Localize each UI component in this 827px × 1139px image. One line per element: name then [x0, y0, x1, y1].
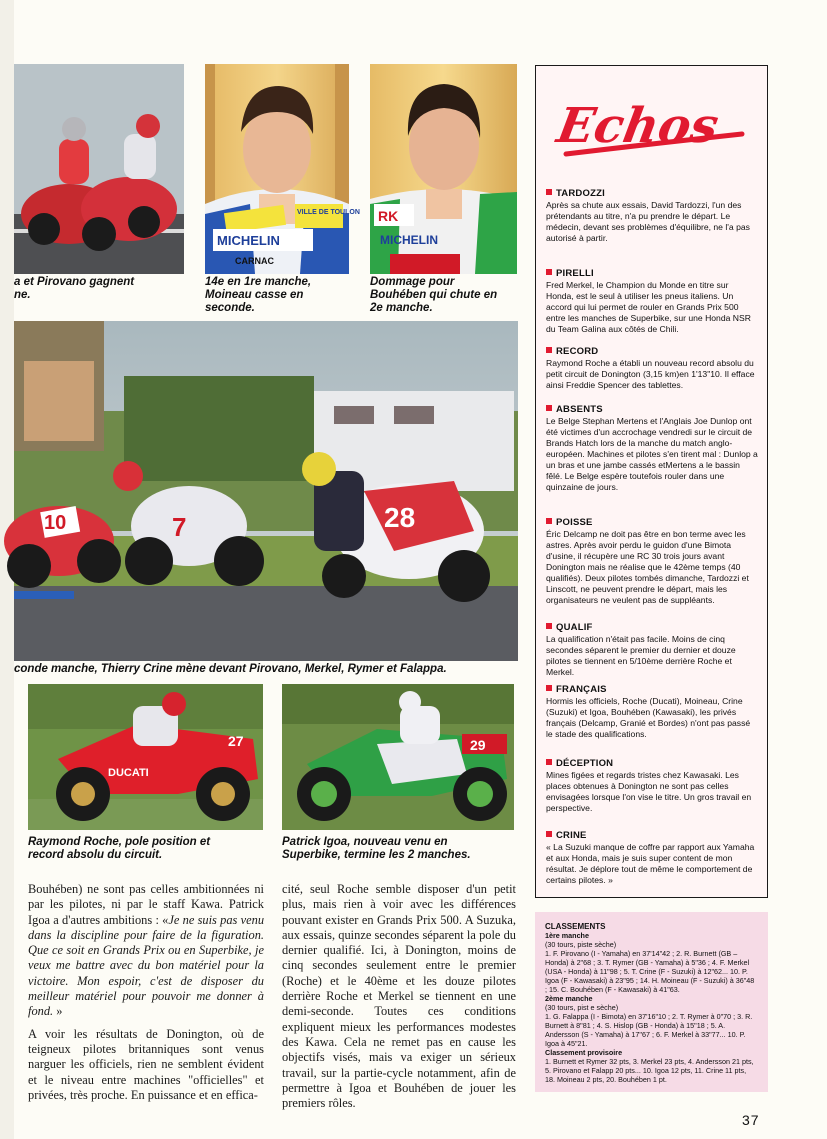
igoa-quote: Je ne suis pas venu dans la discipline pour faire de la figuration. Que ce soit en Grands Prix ou en Superbike, je veux me battre avec du bon matériel pour la victoire. Mon espoir, c'est de disposer du meilleur matériel pour pouvoir me donner à fond.: [28, 912, 265, 1019]
echo-item: ABSENTS Le Belge Stephan Mertens et l'Anglais Joe Dunlop ont été victimes d'un accrochage vendredi sur le circuit de Brands Hatch lors de la manche du match anglo-européen. Machines et pilotes s'en tirent mal : Dunlop a un bras et une jambe cassés etMertens a le bassin fêlé. Le Belge espère toutefois rouler dans une quinzaine de jours.: [546, 404, 758, 492]
caption-igoa: Patrick Igoa, nouveau venu en Superbike, termine les 2 manches.: [282, 836, 471, 861]
photo-race-pack: [14, 321, 518, 661]
villedetoulon-patch: VILLE DE TOULON: [297, 209, 360, 216]
carnac-patch: CARNAC: [235, 256, 274, 266]
echo-item: QUALIF La qualification n'était pas facile. Moins de cinq secondes séparent le premier du dernier et douze pilotes se tiennent en 5/10ème derrière Roche et Merkel.: [546, 622, 736, 677]
echo-item: RECORD Raymond Roche a établi un nouveau record absolu du petit circuit de Donington (3,15 km)en 1'13"10. Il efface ainsi Freddie Spencer des tablettes.: [546, 346, 755, 390]
caption-portrait-bouheben: Dommage pour Bouhében qui chute en 2e manche.: [370, 276, 498, 314]
manche-1-title: 1ère manche: [545, 931, 589, 940]
echo-item: FRANÇAIS Hormis les officiels, Roche (Ducati), Moineau, Crine (Suzuki) et Igoa, Bouhében (Kawasaki), les privés français (Delcamp, Granié et Bordes) n'ont pas passé le stade des qualifications.: [546, 684, 751, 739]
bike-number-29: 29: [470, 737, 486, 753]
provisional-standings: 1. Burnett et Rymer 32 pts, 3. Merkel 23 pts, 4. Andersson 21 pts, 5. Pirovano et Falapp 20 pts... 10. Igoa 12 pts, 11. Crine 11 pts, 18. Moineau 2 pts, 20. Bouhében 1 pt.: [545, 1057, 754, 1084]
ducati-livery: DUCATI: [108, 767, 149, 779]
provisional-title: Classement provisoire: [545, 1048, 623, 1057]
photo-igoa-kawasaki: [282, 684, 514, 830]
caption-roche: Raymond Roche, pole position et record absolu du circuit.: [28, 836, 211, 861]
manche-2-title: 2ème manche: [545, 994, 593, 1003]
echos-sidebar: [535, 65, 768, 898]
echos-title-logo: [553, 92, 750, 162]
manche-1-results: 1. F. Pirovano (I - Yamaha) en 37'14"42 ; 2. R. Burnett (GB –Honda) à 2"68 ; 3. T. Rymer (GB - Yamaha) à 5"36 ; 4. F. Merkel (USA - Honda) à 11"98 ; 5. T. Crine (F - Suzuki) à 12"62... 10. P. Igoa (F - Kawasaki) à 23"95 ; 14. H. Moineau (F - Suzuki) à 36"48 ; 15. C. Bouhében (F - Kawasaki) à 41"63.: [545, 949, 755, 994]
caption-top-left: a et Pirovano gagnent ne.: [14, 276, 135, 301]
photo-portrait-bouheben: [370, 64, 517, 274]
svg-text:Echos: Echos: [553, 98, 723, 154]
manche-1-conditions: (30 tours, piste sèche): [545, 940, 617, 949]
echo-item: CRINE « La Suzuki manque de coffre par rapport aux Yamaha et aux Honda, mais je suis super content de mon résultat. Je déplore tout de même le comportement de certains pilotes. »: [546, 830, 755, 885]
article-paragraph: cité, seul Roche semble disposer d'un petit plus, mais rien à voir avec les différences pouvant exister en Grands Prix 500. A Suzuka, aux essais, quinze secondes séparent la pole du dernier qualifié. Ici, à Donington, moins de cinq secondes seulement entre le premier (Roche) et le 40ème et les douze pilotes derrière Roche et Merkel se tiennent en une demi-seconde. Toutes ces conditions expliquent mieux les performances modestes des Kawa. Cela ne remet pas en cause les objectifs visés, mais va exiger un sérieux travail, sur la partie-cycle notamment, afin de permettre à Igoa et Bouhében de jouer les premiers rôles.: [282, 882, 516, 1111]
caption-portrait-moineau: 14e en 1re manche, Moineau casse en seconde.: [205, 276, 312, 314]
article-column-2: [282, 882, 516, 1118]
classements-title: CLASSEMENTS: [545, 922, 606, 931]
echo-item: DÉCEPTION Mines figées et regards tristes chez Kawasaki. Les places obtenues à Donington ne sont pas celles envisagées lorsque l'on vise le titre. Un gros travail en perspective.: [546, 758, 752, 813]
article-paragraph: A voir les résultats de Donington, où de teigneux pilotes britanniques sont venus narguer les officiels, rien ne semblent évident et le niveau entre machines "officielles" et privées, très proche. En puissance et en effica-: [28, 1026, 264, 1102]
caption-race: conde manche, Thierry Crine mène devant Pirovano, Merkel, Rymer et Falappa.: [14, 663, 447, 675]
bike-number-7: 7: [172, 512, 187, 542]
echo-item: POISSE Éric Delcamp ne doit pas être en bon terme avec les astres. Après avoir perdu le guidon d'une Bimota d'usine, il récupère une RC 30 trois jours avant Donington mais ne réalise que le 42ème temps (40 qualifiés). Deux pilotes tombés dimanche, Tardozzi et Linscott, ne peuvent prendre le départ, mais les organisateurs ne veulent pas de suppléants.: [546, 517, 749, 605]
photo-two-riders: [14, 64, 184, 274]
michelin-patch-1: MICHELIN: [217, 233, 280, 248]
bike-number-28: 28: [384, 502, 416, 533]
photo-portrait-moineau: [205, 64, 360, 274]
manche-2-conditions: (30 tours, pist e sèche): [545, 1003, 619, 1012]
michelin-patch-2: MICHELIN: [380, 233, 438, 247]
photo-roche-ducati: [28, 684, 263, 830]
manche-2-results: 1. G. Falappa (I - Bimota) en 37'16"10 ; 2. T. Rymer à 0"70 ; 3. R. Burnett à 8"81 ; 4. S. Hislop (GB - Honda) à 15"18 ; 5. A. Andersson (S - Yamaha) à 17"67 ; 6. F. Merkel à 33"77... 10. P. Igoa à 45"21.: [545, 1012, 753, 1048]
echo-item: PIRELLI Fred Merkel, le Champion du Monde en titre sur Honda, est le seul à utiliser les pneus italiens. Un accord qui lui permet de rouler en Grands Prix 500 entre les manches de Superbike, sur une Honda NSR du Team Galina aux côtés de Chili.: [546, 268, 751, 334]
article-column-1: [28, 882, 264, 1110]
echo-item: TARDOZZI Après sa chute aux essais, David Tardozzi, l'un des prétendants au titre, n'a pu prendre le départ. Le médecin, devant ses problèmes d'équilibre, ne l'a pas autorisé à partir.: [546, 188, 750, 243]
bike-number-27: 27: [228, 733, 244, 749]
article-paragraph: Bouhében) ne sont pas celles ambitionnées ni par les pilotes, ni par le staff Kawa. Patrick Igoa a d'autres ambitions : «Je ne suis pas venu dans la discipline pour faire de la figuration. Que ce soit en Grands Prix ou en Superbike, je veux me battre avec du bon matériel pour la victoire. Mon espoir, c'est de disposer du meilleur matériel pour pouvoir me donner à fond. »: [28, 882, 265, 1019]
page-number: 37: [742, 1112, 760, 1128]
classements-box: [535, 912, 768, 1092]
bike-number-10: 10: [44, 512, 67, 534]
rk-patch: RK: [378, 208, 399, 224]
